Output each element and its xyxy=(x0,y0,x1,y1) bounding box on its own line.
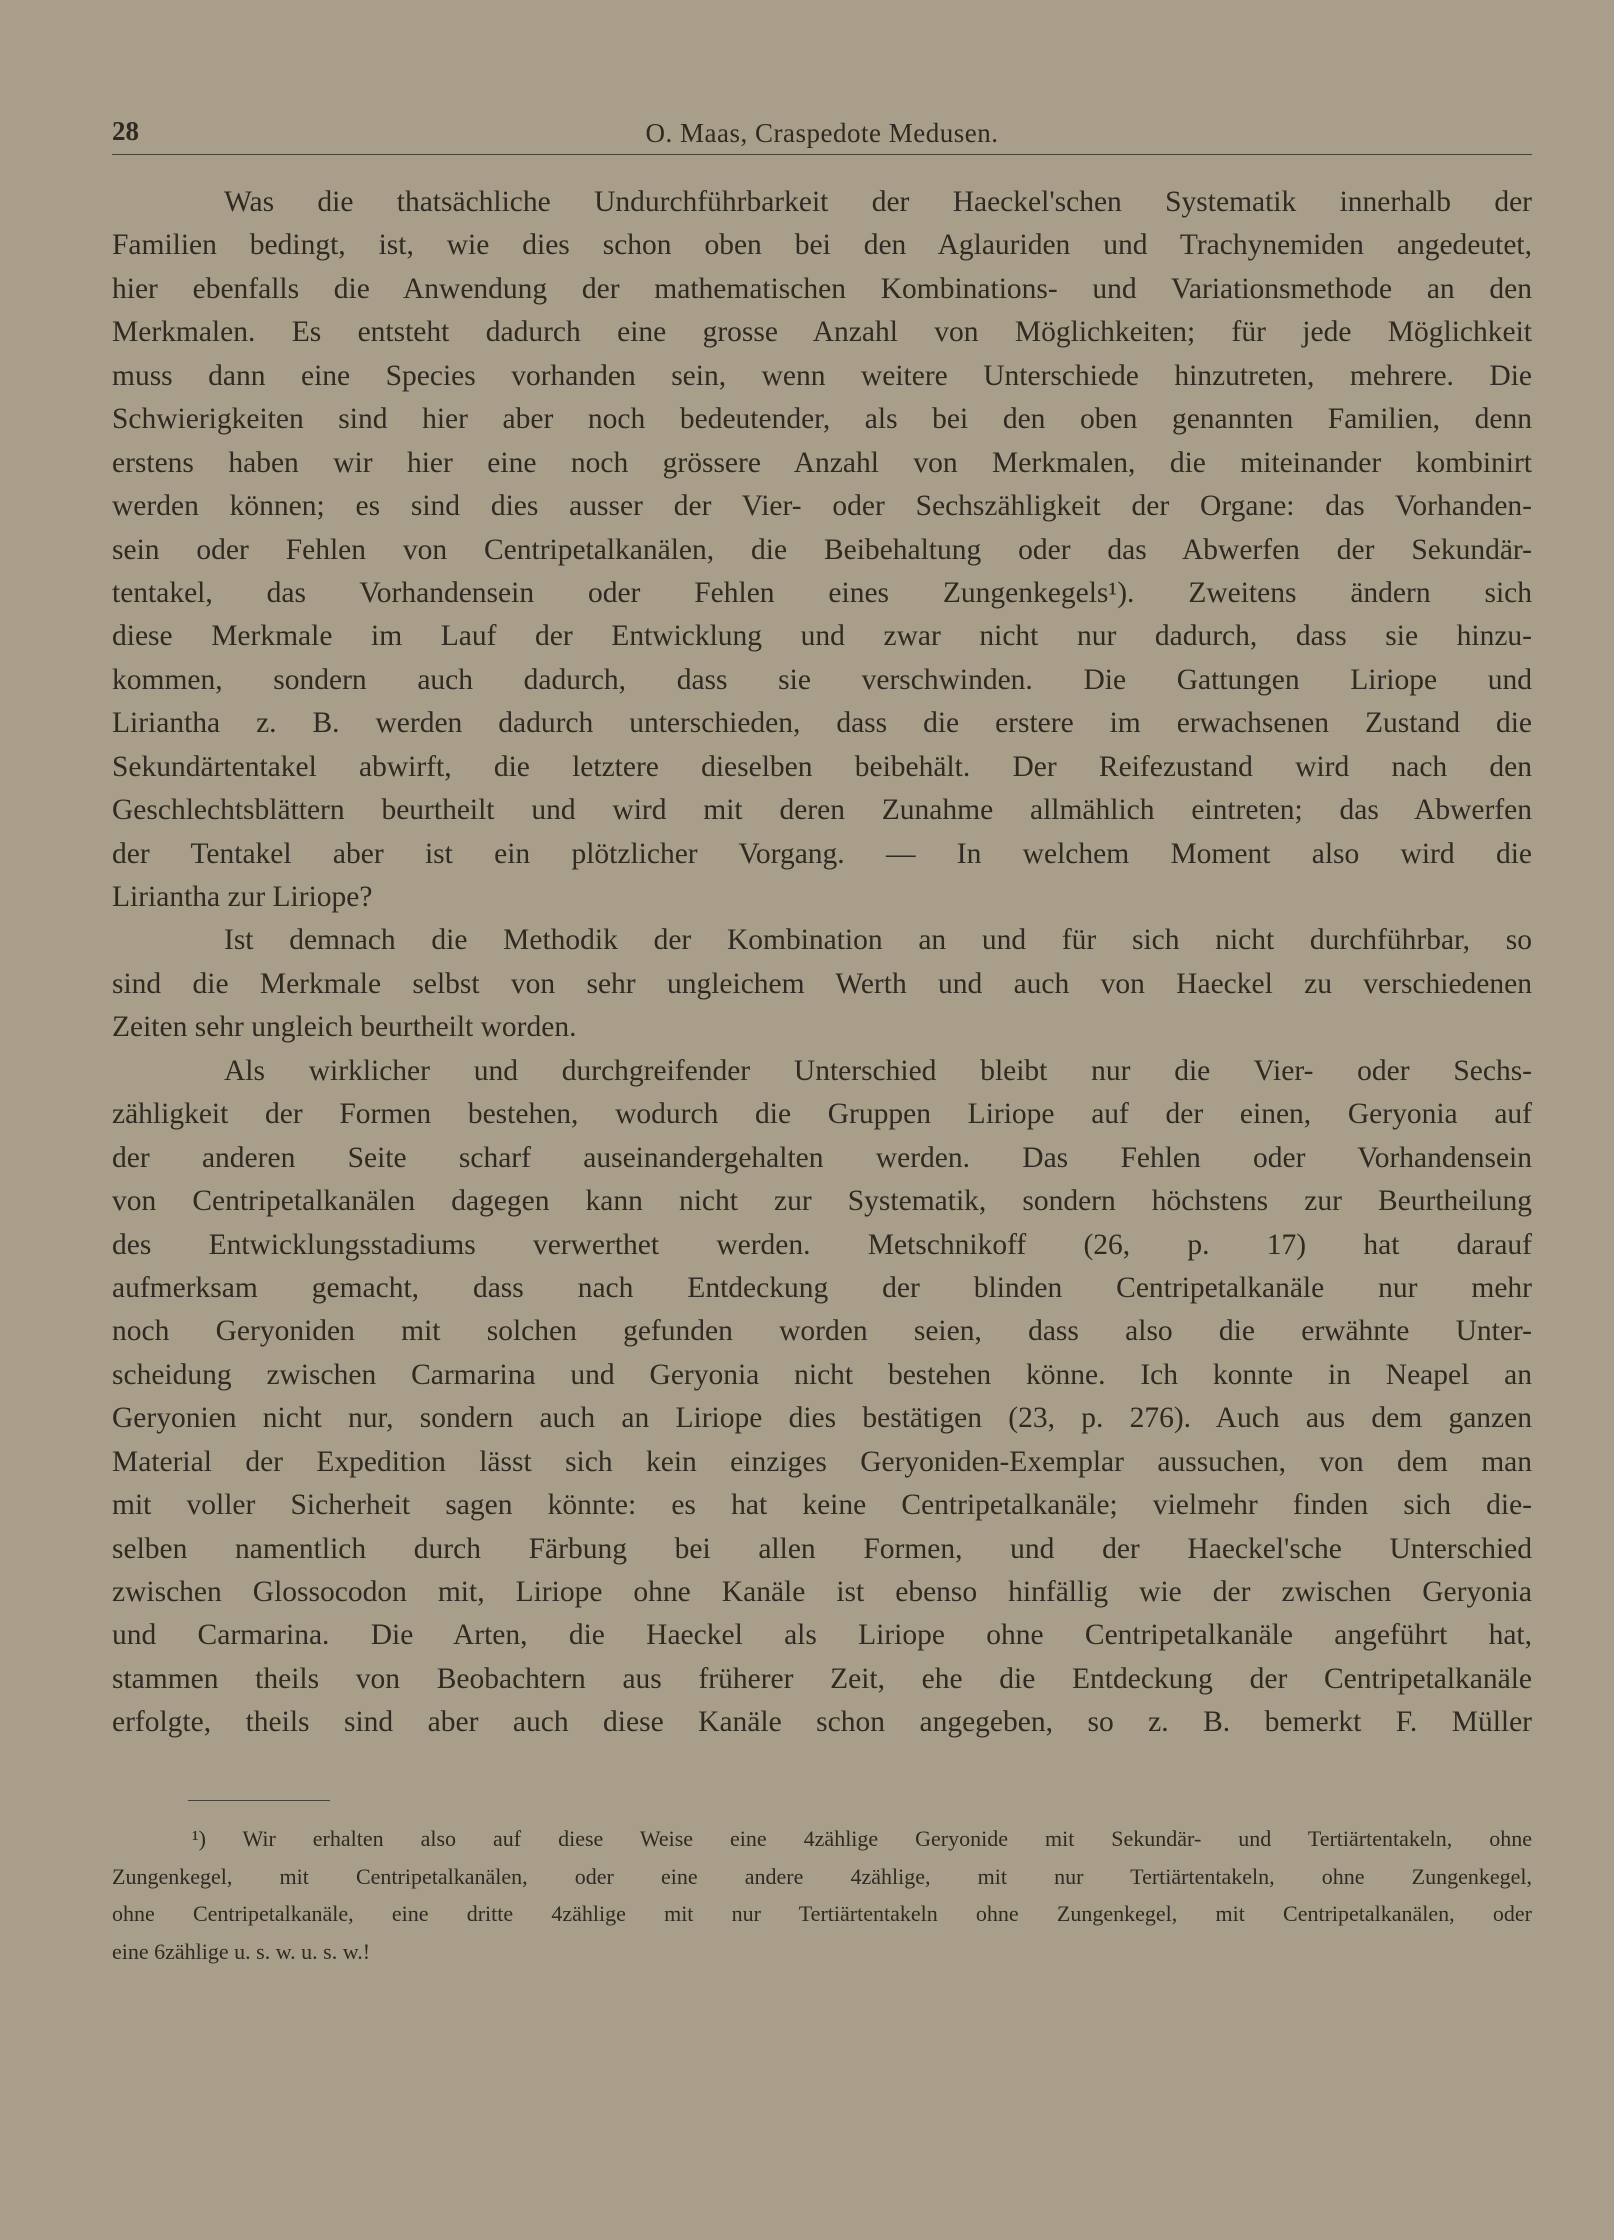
page-number: 28 xyxy=(112,116,139,146)
text-line: kommen, sondern auch dadurch, dass sie verschwinden. Die Gattungen Liriope und xyxy=(112,663,1532,696)
text-line: Zeiten sehr ungleich beurtheilt worden. xyxy=(112,1011,577,1044)
text-line: zwischen Glossocodon mit, Liriope ohne Kanäle ist ebenso hinfällig wie der zwischen Geryonia xyxy=(112,1576,1532,1608)
text-line: stammen theils von Beobachtern aus früherer Zeit, ehe die Entdeckung der Centripetalkanäle xyxy=(112,1662,1532,1695)
running-title: O. Maas, Craspedote Medusen. xyxy=(645,118,999,148)
text-line: diese Merkmale im Lauf der Entwicklung und zwar nicht nur dadurch, dass sie hinzu- xyxy=(112,620,1532,653)
text-line: noch Geryoniden mit solchen gefunden worden seien, dass also die erwähnte Unter- xyxy=(112,1315,1532,1348)
text-line: Als wirklicher und durchgreifender Unterschied bleibt nur die Vier- oder Sechs- xyxy=(224,1054,1532,1087)
text-line: von Centripetalkanälen dagegen kann nicht zur Systematik, sondern höchstens zur Beurtheilung xyxy=(112,1185,1532,1218)
text-line: hier ebenfalls die Anwendung der mathematischen Kombinations- und Variationsmethode an den xyxy=(112,272,1532,305)
text-line: Sekundärtentakel abwirft, die letztere dieselben beibehält. Der Reifezustand wird nach den xyxy=(112,750,1532,783)
text-line: Ist demnach die Methodik der Kombination an und für sich nicht durchführbar, so xyxy=(224,924,1532,957)
text-line: Geschlechtsblättern beurtheilt und wird mit deren Zunahme allmählich eintreten; das Abwerfen xyxy=(112,794,1532,827)
text-line: Geryonien nicht nur, sondern auch an Liriope dies bestätigen (23, p. 276). Auch aus dem ganzen xyxy=(112,1402,1532,1435)
text-line: der anderen Seite scharf auseinandergehalten werden. Das Fehlen oder Vorhandensein xyxy=(112,1141,1532,1174)
text-line: und Carmarina. Die Arten, die Haeckel als Liriope ohne Centripetalkanäle angeführt hat, xyxy=(112,1619,1532,1652)
text-line: erfolgte, theils sind aber auch diese Kanäle schon angegeben, so z. B. bemerkt F. Müller xyxy=(112,1706,1532,1739)
footnote-separator xyxy=(188,1800,330,1801)
text-line: Liriantha zur Liriope? xyxy=(112,881,373,913)
text-line: des Entwicklungsstadiums verwerthet werden. Metschnikoff (26, p. 17) hat darauf xyxy=(112,1228,1532,1261)
text-line: Was die thatsächliche Undurchführbarkeit der Haeckel'schen Systematik innerhalb der xyxy=(224,186,1532,218)
text-line: aufmerksam gemacht, dass nach Entdeckung der blinden Centripetalkanäle nur mehr xyxy=(112,1271,1532,1304)
text-line: werden können; es sind dies ausser der Vier- oder Sechszähligkeit der Organe: das Vorhanden- xyxy=(112,490,1532,523)
main-text xyxy=(112,181,1532,1745)
text-line: sind die Merkmale selbst von sehr ungleichem Werth und auch von Haeckel zu verschiedenen xyxy=(112,967,1532,1000)
footnote-line: ohne Centripetalkanäle, eine dritte 4zählige mit nur Tertiärtentakeln ohne Zungenkegel, mit Centripetalkanälen, oder xyxy=(112,1901,1532,1926)
text-line: tentakel, das Vorhandensein oder Fehlen eines Zungenkegels¹). Zweitens ändern sich xyxy=(112,576,1532,609)
text-line: Liriantha z. B. werden dadurch unterschieden, dass die erstere im erwachsenen Zustand die xyxy=(112,707,1532,740)
footnote-line: ¹) Wir erhalten also auf diese Weise eine 4zählige Geryonide mit Sekundär- und Tertiärtentakeln, ohne xyxy=(192,1826,1532,1851)
text-line: muss dann eine Species vorhanden sein, wenn weitere Unterschiede hinzutreten, mehrere. Die xyxy=(112,359,1532,392)
text-line: erstens haben wir hier eine noch grössere Anzahl von Merkmalen, die miteinander kombinirt xyxy=(112,446,1532,479)
text-line: Schwierigkeiten sind hier aber noch bedeutender, als bei den oben genannten Familien, denn xyxy=(112,403,1532,436)
page-header xyxy=(112,114,1532,155)
text-line: Familien bedingt, ist, wie dies schon oben bei den Aglauriden und Trachynemiden angedeutet, xyxy=(112,229,1532,262)
footnote-line: Zungenkegel, mit Centripetalkanälen, oder eine andere 4zählige, mit nur Tertiärtentakeln, ohne Zungenkegel, xyxy=(112,1863,1532,1889)
text-line: selben namentlich durch Färbung bei allen Formen, und der Haeckel'sche Unterschied xyxy=(112,1532,1532,1565)
text-line: zähligkeit der Formen bestehen, wodurch die Gruppen Liriope auf der einen, Geryonia auf xyxy=(112,1098,1532,1131)
text-line: Merkmalen. Es entsteht dadurch eine grosse Anzahl von Möglichkeiten; für jede Möglichkeit xyxy=(112,316,1532,349)
text-line: scheidung zwischen Carmarina und Geryonia nicht bestehen könne. Ich konnte in Neapel an xyxy=(112,1358,1532,1391)
footnote xyxy=(112,1820,1532,1970)
text-line: mit voller Sicherheit sagen könnte: es hat keine Centripetalkanäle; vielmehr finden sich die- xyxy=(112,1489,1532,1522)
footnote-line: eine 6zählige u. s. w. u. s. w.! xyxy=(112,1938,371,1964)
text-line: der Tentakel aber ist ein plötzlicher Vorgang. — In welchem Moment also wird die xyxy=(112,837,1532,870)
text-line: Material der Expedition lässt sich kein einziges Geryoniden-Exemplar aussuchen, von dem man xyxy=(112,1445,1532,1478)
text-line: sein oder Fehlen von Centripetalkanälen, die Beibehaltung oder das Abwerfen der Sekundär- xyxy=(112,533,1532,566)
